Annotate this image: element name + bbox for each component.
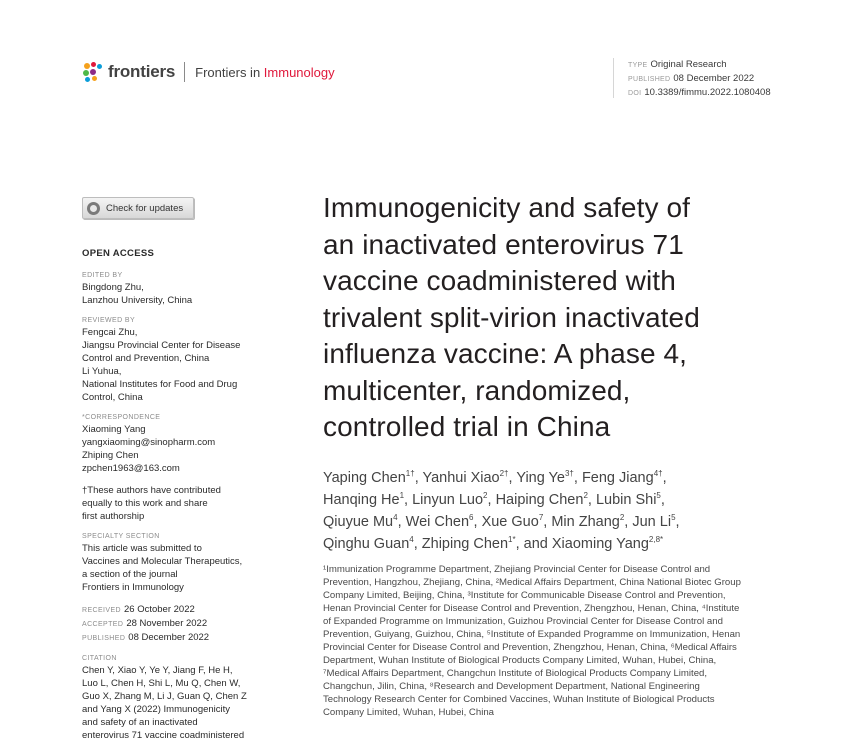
affiliation-line: Prevention, Hangzhou, Zhejiang, China, ²Medical Affairs Department, China National Biotec Group: [323, 577, 741, 588]
affiliation-line: Provincial Center for Disease Control and Prevention, Zhengzhou, Henan, China, ⁶Medical Affairs: [323, 642, 737, 653]
author: [422, 470, 508, 486]
sidebar-line: Control, China: [82, 392, 143, 403]
sidebar-line: Vaccines and Molecular Therapeutics,: [82, 556, 243, 567]
affiliation-line: ⁷Medical Affairs Department, Changchun Institute of Biological Products Company Limited,: [323, 668, 708, 679]
sidebar-line: †These authors have contributed: [82, 485, 221, 496]
meta-value: Original Research: [650, 59, 727, 70]
author-affiliation-mark: 1†: [405, 469, 415, 478]
date-key: PUBLISHED: [82, 635, 126, 642]
author-affiliation-mark: 6: [469, 513, 474, 522]
dates-block: [82, 603, 267, 645]
author: [323, 536, 414, 552]
author-name: Linyun Luo: [412, 492, 484, 508]
meta-row: [628, 86, 803, 100]
sidebar-line: Luo L, Chen H, Shi L, Mu Q, Chen W,: [82, 678, 241, 689]
affiliation-line: Prevention, Guiyang, Guizhou, China, ⁵Institute of Expanded Programme on Immunization, Henan: [323, 629, 741, 640]
section-heading: SPECIALTY SECTION: [82, 533, 160, 540]
frontiers-logo: [82, 60, 335, 84]
meta-key: PUBLISHED: [628, 76, 671, 83]
author-affiliation-mark: 5: [671, 513, 676, 522]
author-affiliation-mark: 2†: [499, 469, 509, 478]
author: [632, 514, 675, 530]
section-heading: REVIEWED BY: [82, 317, 136, 324]
author-affiliation-mark: 2,8*: [648, 535, 664, 544]
author-name: Xue Guo: [481, 514, 539, 530]
date-key: RECEIVED: [82, 607, 121, 614]
title-line: Immunogenicity and safety of: [323, 192, 690, 223]
author-affiliation-mark: 7: [538, 513, 544, 522]
author: [323, 470, 415, 486]
author-name: Haiping Chen: [495, 492, 584, 508]
author-name: Qinghu Guan: [323, 536, 410, 552]
sidebar-line: Xiaoming Yang: [82, 424, 146, 435]
sidebar-line: Chen Y, Xiao Y, Ye Y, Jiang F, He H,: [82, 665, 233, 676]
title-line: influenza vaccine: A phase 4,: [323, 338, 688, 369]
sidebar: [82, 247, 267, 751]
meta-key: DOI: [628, 90, 642, 97]
author-name: Yanhui Xiao: [422, 470, 500, 486]
sidebar-line: yangxiaoming@sinopharm.com: [82, 437, 216, 448]
sidebar-line: Fengcai Zhu,: [82, 327, 138, 338]
author: [412, 492, 487, 508]
meta-value: 08 December 2022: [673, 73, 755, 84]
reviewed-by-block: [82, 316, 267, 404]
author: [482, 514, 544, 530]
meta-divider: [613, 58, 614, 98]
author-affiliation-mark: 4: [409, 535, 414, 544]
author-affiliation-mark: 2: [583, 491, 588, 500]
author: [406, 514, 474, 530]
date-key: ACCEPTED: [82, 621, 124, 628]
author-affiliation-mark: 4†: [653, 469, 663, 478]
author-line: Qinghu Guan$^4$, Zhiping Chen$^{1*}$, and Xiaoming Yang$^{2,8*}$: [323, 535, 664, 552]
title-line: multicenter, randomized,: [323, 374, 631, 406]
check-for-updates-button[interactable]: [82, 197, 194, 219]
meta-row: [628, 72, 803, 86]
author-name: and Xiaoming Yang: [523, 536, 649, 552]
author: [582, 470, 663, 486]
author-affiliation-mark: 1: [399, 491, 405, 500]
affiliation-line: Company Limited, Beijing, China, ³Institute for Communicable Disease Control and Prevention,: [323, 590, 726, 601]
meta-key: TYPE: [628, 62, 648, 69]
author: [596, 492, 661, 508]
journal-name: Frontiers in Immunology: [195, 64, 335, 80]
affiliations: [323, 563, 776, 719]
author: [551, 514, 624, 530]
author-name: Ying Ye: [516, 470, 565, 486]
author-line: Yaping Chen$^{1\dagger}$, Yanhui Xiao$^{2\dagger}$, Ying $Ye^{3\dagger}$, Feng Jiang$^{4\dagger}$,: [323, 469, 667, 486]
sidebar-line: equally to this work and share: [82, 498, 208, 509]
citation-block: [82, 654, 267, 742]
date-row: [82, 631, 267, 645]
sidebar-line: a section of the journal: [82, 569, 178, 580]
specialty-section-block: [82, 532, 267, 594]
author-name: Jun Li: [632, 514, 672, 530]
affiliation-line: Changchun, Jilin, China, ⁸Research and Development Department, National Engineering: [323, 681, 700, 692]
section-heading: EDITED BY: [82, 272, 123, 279]
author-line: Hanqing He$^1$, Linyun Luo$^2$, Haiping Chen$^2$, Lubin Shi$^5$,: [323, 491, 665, 508]
date-row: [82, 603, 267, 617]
author-affiliation-mark: 5: [656, 491, 661, 500]
title-line: controlled trial in China: [323, 411, 611, 442]
sidebar-line: Jiangsu Provincial Center for Disease: [82, 340, 241, 351]
sidebar-line: This article was submitted to: [82, 543, 202, 554]
author: [323, 514, 398, 530]
date-value: 26 October 2022: [124, 604, 195, 615]
affiliation-line: Department, Wuhan Institute of Biological Products Company Limited, Wuhan, Hubei, China,: [323, 655, 717, 666]
edited-by-block: [82, 271, 267, 307]
author-affiliation-mark: 4: [393, 513, 398, 522]
date-value: 28 November 2022: [126, 618, 208, 629]
author: [516, 470, 574, 486]
sidebar-line: Bingdong Zhu,: [82, 282, 144, 293]
check-updates-icon: [87, 202, 100, 215]
author-affiliation-mark: 3†: [564, 469, 574, 478]
author-line: Qiuyue Mu$^4$, Wei Chen$^6$, Xue Guo$^7$, Min Zhang$^2$, Jun Li$^5$,: [323, 513, 680, 530]
affiliation-line: Company Limited, Wuhan, Hubei, China: [323, 707, 495, 718]
sidebar-line: zpchen1963@163.com: [82, 463, 180, 474]
affiliation-line: of Expanded Programme on Immunization, Guizhou Provincial Center for Disease Control and: [323, 616, 723, 627]
author-name: Lubin Shi: [595, 492, 657, 508]
sidebar-line: Li Yuhua,: [82, 366, 122, 377]
check-updates-label: Check for updates: [106, 202, 184, 214]
meta-row: [628, 58, 803, 72]
author-name: Yaping Chen: [323, 470, 406, 486]
sidebar-line: Lanzhou University, China: [82, 295, 193, 306]
contribution-note: [82, 484, 267, 523]
affiliation-line: Henan Provincial Center for Disease Control and Prevention, Zhengzhou, Henan, China, ⁴Institute: [323, 603, 740, 614]
author: [524, 536, 663, 552]
affiliation-line: ¹Immunization Programme Department, Zhejiang Provincial Center for Disease Control and: [323, 564, 711, 575]
sidebar-line: and safety of an inactivated: [82, 717, 198, 728]
author-name: Zhiping Chen: [421, 536, 509, 552]
affiliation-line: Technology Research Center for Combined Vaccines, Wuhan Institute of Biological Products: [323, 694, 715, 705]
author-affiliation-mark: 2: [483, 491, 488, 500]
sidebar-line: Frontiers in Immunology: [82, 582, 184, 593]
title-line: trivalent split-virion inactivated: [323, 301, 700, 333]
date-value: 08 December 2022: [128, 632, 210, 643]
author-affiliation-mark: 1*: [508, 535, 516, 544]
author-list: [323, 467, 763, 555]
author: [422, 536, 516, 552]
author-name: Feng Jiang: [581, 470, 654, 486]
sidebar-line: enterovirus 71 vaccine coadministered: [82, 730, 245, 741]
frontiers-logo-icon: [82, 61, 104, 83]
author: [323, 492, 404, 508]
brand-name: frontiers: [108, 62, 176, 81]
meta-value: 10.3389/fimmu.2022.1080408: [644, 87, 771, 98]
title-line: an inactivated enterovirus 71: [323, 228, 684, 260]
article-meta: [628, 58, 803, 100]
author-name: Hanqing He: [323, 492, 400, 508]
article-title: [323, 190, 793, 446]
author-affiliation-mark: 2: [619, 513, 625, 522]
sidebar-line: Guo X, Zhang M, Li J, Guan Q, Chen Z: [82, 691, 247, 702]
author-name: Qiuyue Mu: [323, 514, 394, 530]
sidebar-line: and Yang X (2022) Immunogenicity: [82, 704, 231, 715]
section-heading: *CORRESPONDENCE: [82, 414, 161, 421]
sidebar-line: first authorship: [82, 511, 145, 522]
sidebar-line: Zhiping Chen: [82, 450, 139, 461]
correspondence-block: [82, 413, 267, 475]
sidebar-line: National Institutes for Food and Drug: [82, 379, 238, 390]
author: [496, 492, 588, 508]
author-name: Wei Chen: [405, 514, 470, 530]
section-heading: CITATION: [82, 655, 117, 662]
date-row: [82, 617, 267, 631]
author-name: Min Zhang: [551, 514, 620, 530]
sidebar-line: Control and Prevention, China: [82, 353, 210, 364]
logo-divider: [184, 62, 185, 82]
open-access-label: OPEN ACCESS: [82, 248, 155, 259]
title-line: vaccine coadministered with: [323, 265, 676, 296]
